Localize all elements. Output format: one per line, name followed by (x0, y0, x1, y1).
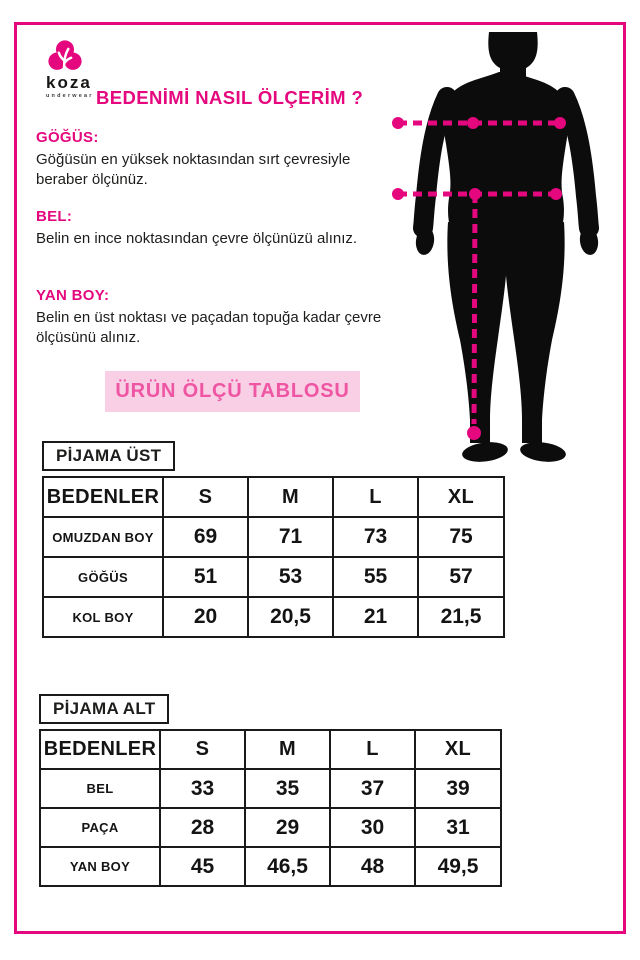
size-table-banner: ÜRÜN ÖLÇÜ TABLOSU (105, 371, 360, 412)
table-cell: 20,5 (248, 597, 333, 637)
measurement-heading: YAN BOY: (36, 287, 110, 304)
table-title-pijama-ust: PİJAMA ÜST (42, 441, 175, 471)
table-cell: 57 (418, 557, 504, 597)
page-title: BEDENİMİ NASIL ÖLÇERİM ? (96, 87, 364, 108)
measurement-description: Belin en ince noktasından çevre ölçünüzü alınız. (36, 230, 358, 247)
column-header: XL (418, 477, 504, 517)
column-header: XL (415, 730, 501, 769)
row-label: KOL BOY (43, 597, 163, 637)
measurement-heading: BEL: (36, 208, 73, 225)
column-header: S (160, 730, 245, 769)
table-cell: 69 (163, 517, 248, 557)
column-header: L (333, 477, 418, 517)
table-cell: 33 (160, 769, 245, 808)
table-cell: 35 (245, 769, 330, 808)
table-cell: 28 (160, 808, 245, 847)
table-cell: 49,5 (415, 847, 501, 886)
row-label: PAÇA (40, 808, 160, 847)
table-header-row (40, 730, 501, 769)
table-cell: 21,5 (418, 597, 504, 637)
table-cell: 75 (418, 517, 504, 557)
measurement-heading: GÖĞÜS: (36, 129, 99, 146)
table-cell: 73 (333, 517, 418, 557)
brand-name: koza (46, 73, 92, 92)
table-row (43, 597, 504, 637)
table-row (40, 808, 501, 847)
row-label: OMUZDAN BOY (43, 517, 163, 557)
instruction-section-bel (36, 208, 388, 249)
table-row (40, 847, 501, 886)
pijama-alt-table (39, 729, 502, 887)
row-label: GÖĞÜS (43, 557, 163, 597)
table-cell: 48 (330, 847, 415, 886)
instruction-section-yanboy (36, 287, 388, 348)
column-header: BEDENLER (40, 730, 160, 769)
table-cell: 46,5 (245, 847, 330, 886)
row-label: BEL (40, 769, 160, 808)
table-title-pijama-alt: PİJAMA ALT (39, 694, 169, 724)
body-measurement-figure (385, 22, 635, 468)
body-silhouette-icon (414, 32, 600, 464)
measurement-description: Belin en üst noktası ve paçadan topuğa kadar çevre ölçüsünü alınız. (36, 309, 382, 346)
table-header-row (43, 477, 504, 517)
column-header: M (248, 477, 333, 517)
table-row (40, 769, 501, 808)
table-cell: 53 (248, 557, 333, 597)
instruction-section-gogus (36, 129, 388, 190)
table-cell: 39 (415, 769, 501, 808)
column-header: L (330, 730, 415, 769)
table-cell: 31 (415, 808, 501, 847)
brand-tagline: underwear (46, 93, 94, 99)
pijama-ust-table (42, 476, 505, 638)
koza-clover-icon (48, 40, 82, 73)
table-cell: 20 (163, 597, 248, 637)
table-row (43, 557, 504, 597)
table-cell: 55 (333, 557, 418, 597)
table-cell: 51 (163, 557, 248, 597)
table-cell: 45 (160, 847, 245, 886)
column-header: S (163, 477, 248, 517)
table-cell: 30 (330, 808, 415, 847)
row-label: YAN BOY (40, 847, 160, 886)
table-cell: 29 (245, 808, 330, 847)
table-cell: 71 (248, 517, 333, 557)
column-header: M (245, 730, 330, 769)
table-cell: 37 (330, 769, 415, 808)
table-cell: 21 (333, 597, 418, 637)
measurement-description: Göğüsün en yüksek noktasından sırt çevresiyle beraber ölçünüz. (36, 151, 351, 188)
table-row (43, 517, 504, 557)
column-header: BEDENLER (43, 477, 163, 517)
